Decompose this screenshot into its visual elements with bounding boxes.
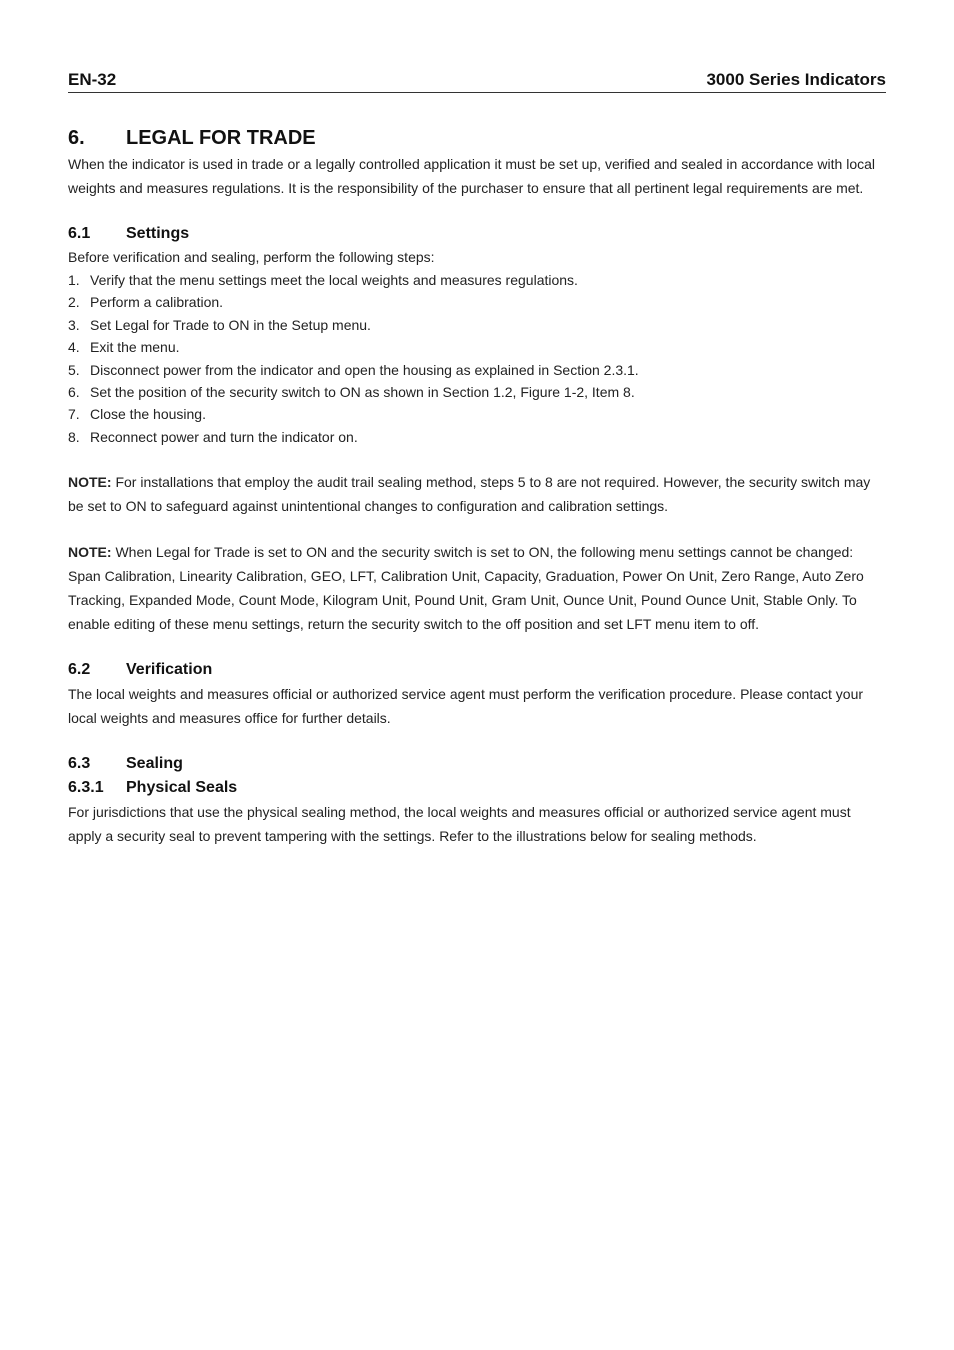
document-title: 3000 Series Indicators [706, 70, 886, 89]
subsection-heading-sealing [68, 752, 886, 776]
section-intro-paragraph: When the indicator is used in trade or a legally controlled application it must be set up, verified and sealed in accordance with local weights and measures regulations. It is the responsibility of the purchaser to ensure that all pertinent legal requirements are met. [68, 156, 876, 196]
note-locked-settings [68, 540, 886, 636]
list-item: 1. Verify that the menu settings meet the local weights and measures regulations. [68, 272, 578, 288]
verification-paragraph: The local weights and measures official or authorized service agent must perform the verification procedure. Please contact your local weights and measures office for further details. [68, 686, 864, 727]
subsection-heading-settings [68, 222, 886, 246]
subsection-title: Verification [126, 661, 213, 679]
page-header [68, 64, 886, 90]
section-number: 6. [68, 127, 85, 149]
list-item: 2. Perform a calibration. [68, 294, 224, 311]
header-divider [68, 92, 886, 93]
subsection-number: 6.3 [68, 755, 91, 773]
subsection-title: Sealing [126, 755, 183, 773]
note-text: When Legal for Trade is set to ON and the security switch is set to ON, the following menu settings cannot be changed: Span Calibration, Linearity Calibration, GEO, LFT, Calibration Unit, Capacity, Graduation, Power On Unit, Zero Range, Auto Zero Tracking, Expanded Mode, Count Mode, Kilogram Unit, Pound Unit, Gram Unit, Ounce Unit, Pound Ounce Unit, Stable Only. To enable editing of these menu settings, return the security switch to the off position and set LFT menu item to off. [68, 544, 864, 633]
subsection-number: 6.3.1 [68, 779, 104, 797]
list-item: 7. Close the housing. [68, 406, 206, 423]
physical-seals-paragraph: For jurisdictions that use the physical sealing method, the local weights and measures official or authorized service agent must apply a security seal to prevent tampering with the settings. Refer to the illustrations below for sealing methods. [68, 804, 851, 845]
subsection-heading-verification [68, 658, 886, 682]
note-label: NOTE: [68, 474, 112, 491]
settings-intro: Before verification and sealing, perform the following steps: [68, 249, 435, 265]
list-item: 5. Disconnect power from the indicator and open the housing as explained in Section 2.3.1. [68, 361, 639, 378]
note-text: For installations that employ the audit trail sealing method, steps 5 to 8 are not required. However, the security switch may be set to ON to safeguard against unintentional changes to configuration and calibration settings. [68, 474, 871, 515]
subsection-number: 6.2 [68, 661, 91, 679]
section-heading-legal-for-trade [68, 124, 886, 152]
note-audit-trail [68, 470, 886, 518]
settings-steps-list [68, 269, 886, 448]
list-item: 4. Exit the menu. [68, 339, 180, 356]
list-item: 8. Reconnect power and turn the indicator on. [68, 428, 358, 445]
list-item: 3. Set Legal for Trade to ON in the Setup menu. [68, 316, 371, 333]
list-item: 6. Set the position of the security switch to ON as shown in Section 1.2, Figure 1-2, Item 8. [68, 384, 635, 401]
page-content [68, 124, 886, 848]
subsection-title: Settings [126, 225, 190, 242]
note-label: NOTE: [68, 544, 112, 561]
subsection-number: 6.1 [68, 225, 91, 242]
subsection-title: Physical Seals [126, 779, 238, 797]
subsection-heading-physical-seals [68, 776, 886, 800]
page-number: EN-32 [68, 70, 117, 89]
section-title: LEGAL FOR TRADE [126, 127, 316, 149]
